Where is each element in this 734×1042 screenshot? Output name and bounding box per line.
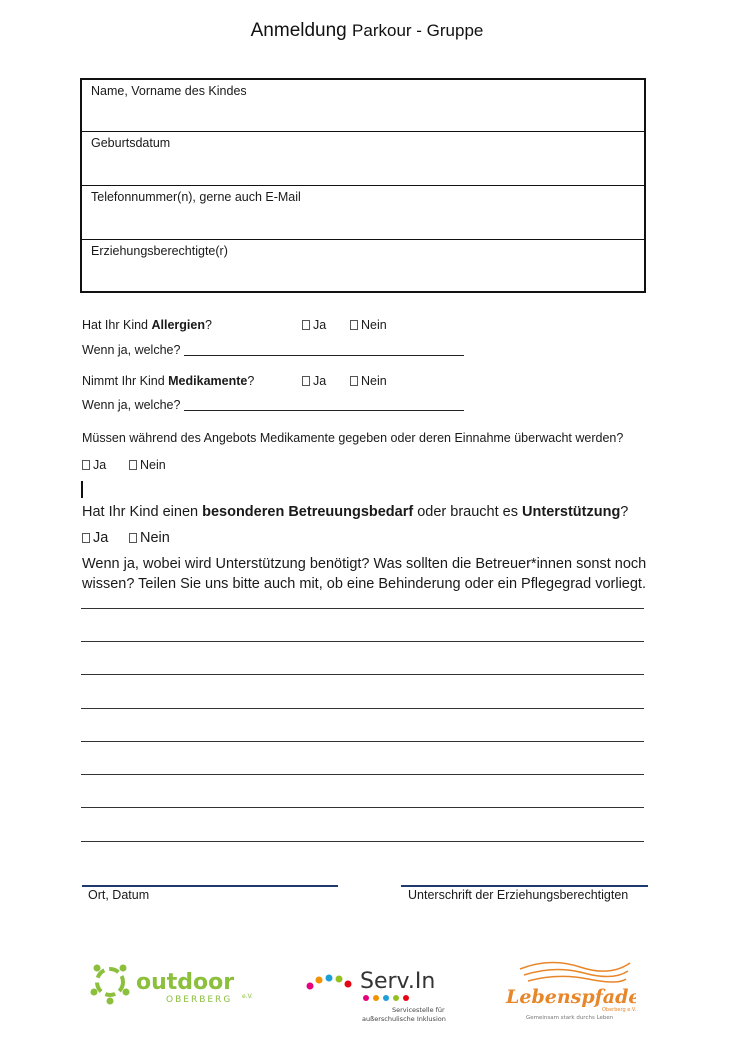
support-no-option[interactable]: Nein bbox=[129, 530, 170, 546]
checkbox-icon[interactable] bbox=[82, 533, 90, 543]
checkbox-icon[interactable] bbox=[350, 376, 358, 386]
supervision-yes-option[interactable]: Ja bbox=[82, 458, 106, 472]
field-birthdate[interactable] bbox=[82, 132, 644, 186]
medication-question: Nimmt Ihr Kind Medikamente? bbox=[82, 374, 255, 388]
support-detail-line2: wissen? Teilen Sie uns bitte auch mit, ob eine Behinderung oder ein Pflegegrad vorliegt. bbox=[82, 576, 646, 592]
svg-text:Serv.In: Serv.In bbox=[360, 969, 436, 994]
lebenspfade-logo bbox=[500, 955, 636, 1023]
registration-form-table bbox=[80, 78, 646, 293]
allergies-yes-option[interactable]: Ja bbox=[302, 318, 326, 332]
text-cursor bbox=[81, 481, 83, 498]
field-phone-email[interactable] bbox=[82, 186, 644, 240]
allergies-no-option[interactable]: Nein bbox=[350, 318, 387, 332]
place-date-label: Ort, Datum bbox=[88, 888, 150, 902]
answer-line[interactable] bbox=[81, 641, 644, 642]
outdoor-logo-mark bbox=[88, 962, 258, 1010]
field-label: Telefonnummer(n), gerne auch E-Mail bbox=[91, 190, 301, 204]
checkbox-icon[interactable] bbox=[129, 533, 137, 543]
lebenspfade-logo-mark bbox=[500, 955, 636, 1023]
answer-line[interactable] bbox=[81, 841, 644, 842]
medication-no-option[interactable]: Nein bbox=[350, 374, 387, 388]
svg-text:Gemeinsam stark durchs Leben: Gemeinsam stark durchs Leben bbox=[526, 1015, 614, 1021]
support-question: Hat Ihr Kind einen besonderen Betreuungsbedarf oder braucht es Unterstützung? bbox=[82, 504, 629, 520]
medication-yes-option[interactable]: Ja bbox=[302, 374, 326, 388]
allergies-which-line[interactable]: Wenn ja, welche? bbox=[82, 343, 464, 357]
svg-text:außerschulische Inklusion: außerschulische Inklusion bbox=[362, 1015, 446, 1023]
svg-text:OBERBERG: OBERBERG bbox=[166, 995, 233, 1005]
svg-text:Oberberg e.V.: Oberberg e.V. bbox=[602, 1007, 636, 1013]
svg-text:Lebenspfade: Lebenspfade bbox=[506, 986, 636, 1008]
signature-label: Unterschrift der Erziehungsberechtigten bbox=[408, 888, 629, 902]
place-date-line[interactable] bbox=[82, 885, 338, 887]
field-child-name[interactable] bbox=[82, 80, 644, 132]
supervision-question: Müssen während des Angebots Medikamente gegeben oder deren Einnahme überwacht werden? bbox=[82, 431, 624, 445]
svg-text:Servicestelle für: Servicestelle für bbox=[392, 1006, 445, 1014]
checkbox-icon[interactable] bbox=[302, 376, 310, 386]
field-label: Name, Vorname des Kindes bbox=[91, 84, 247, 98]
field-guardian[interactable] bbox=[82, 240, 644, 291]
support-yes-option[interactable]: Ja bbox=[82, 530, 108, 546]
title-main: Anmeldung bbox=[250, 20, 347, 41]
answer-line[interactable] bbox=[81, 608, 644, 609]
svg-text:e.V.: e.V. bbox=[242, 993, 253, 1000]
field-label: Geburtsdatum bbox=[91, 136, 171, 150]
checkbox-icon[interactable] bbox=[82, 460, 90, 470]
checkbox-icon[interactable] bbox=[350, 320, 358, 330]
servin-logo bbox=[302, 962, 452, 1024]
answer-line[interactable] bbox=[81, 674, 644, 675]
field-label: Erziehungsberechtigte(r) bbox=[91, 244, 228, 258]
medication-which-line[interactable]: Wenn ja, welche? bbox=[82, 398, 464, 412]
answer-line[interactable] bbox=[81, 774, 644, 775]
answer-line[interactable] bbox=[81, 708, 644, 709]
page-title bbox=[0, 20, 734, 42]
allergies-question: Hat Ihr Kind Allergien? bbox=[82, 318, 212, 332]
outdoor-oberberg-logo bbox=[88, 962, 258, 1010]
answer-line[interactable] bbox=[81, 741, 644, 742]
support-detail-line1: Wenn ja, wobei wird Unterstützung benötigt? Was sollten die Betreuer*innen sonst noch bbox=[82, 556, 647, 572]
checkbox-icon[interactable] bbox=[302, 320, 310, 330]
signature-line[interactable] bbox=[401, 885, 648, 887]
answer-line[interactable] bbox=[81, 807, 644, 808]
supervision-no-option[interactable]: Nein bbox=[129, 458, 166, 472]
title-sub: Parkour - Gruppe bbox=[352, 21, 484, 40]
servin-logo-mark bbox=[302, 962, 452, 1024]
svg-text:outdoor: outdoor bbox=[136, 970, 235, 995]
checkbox-icon[interactable] bbox=[129, 460, 137, 470]
